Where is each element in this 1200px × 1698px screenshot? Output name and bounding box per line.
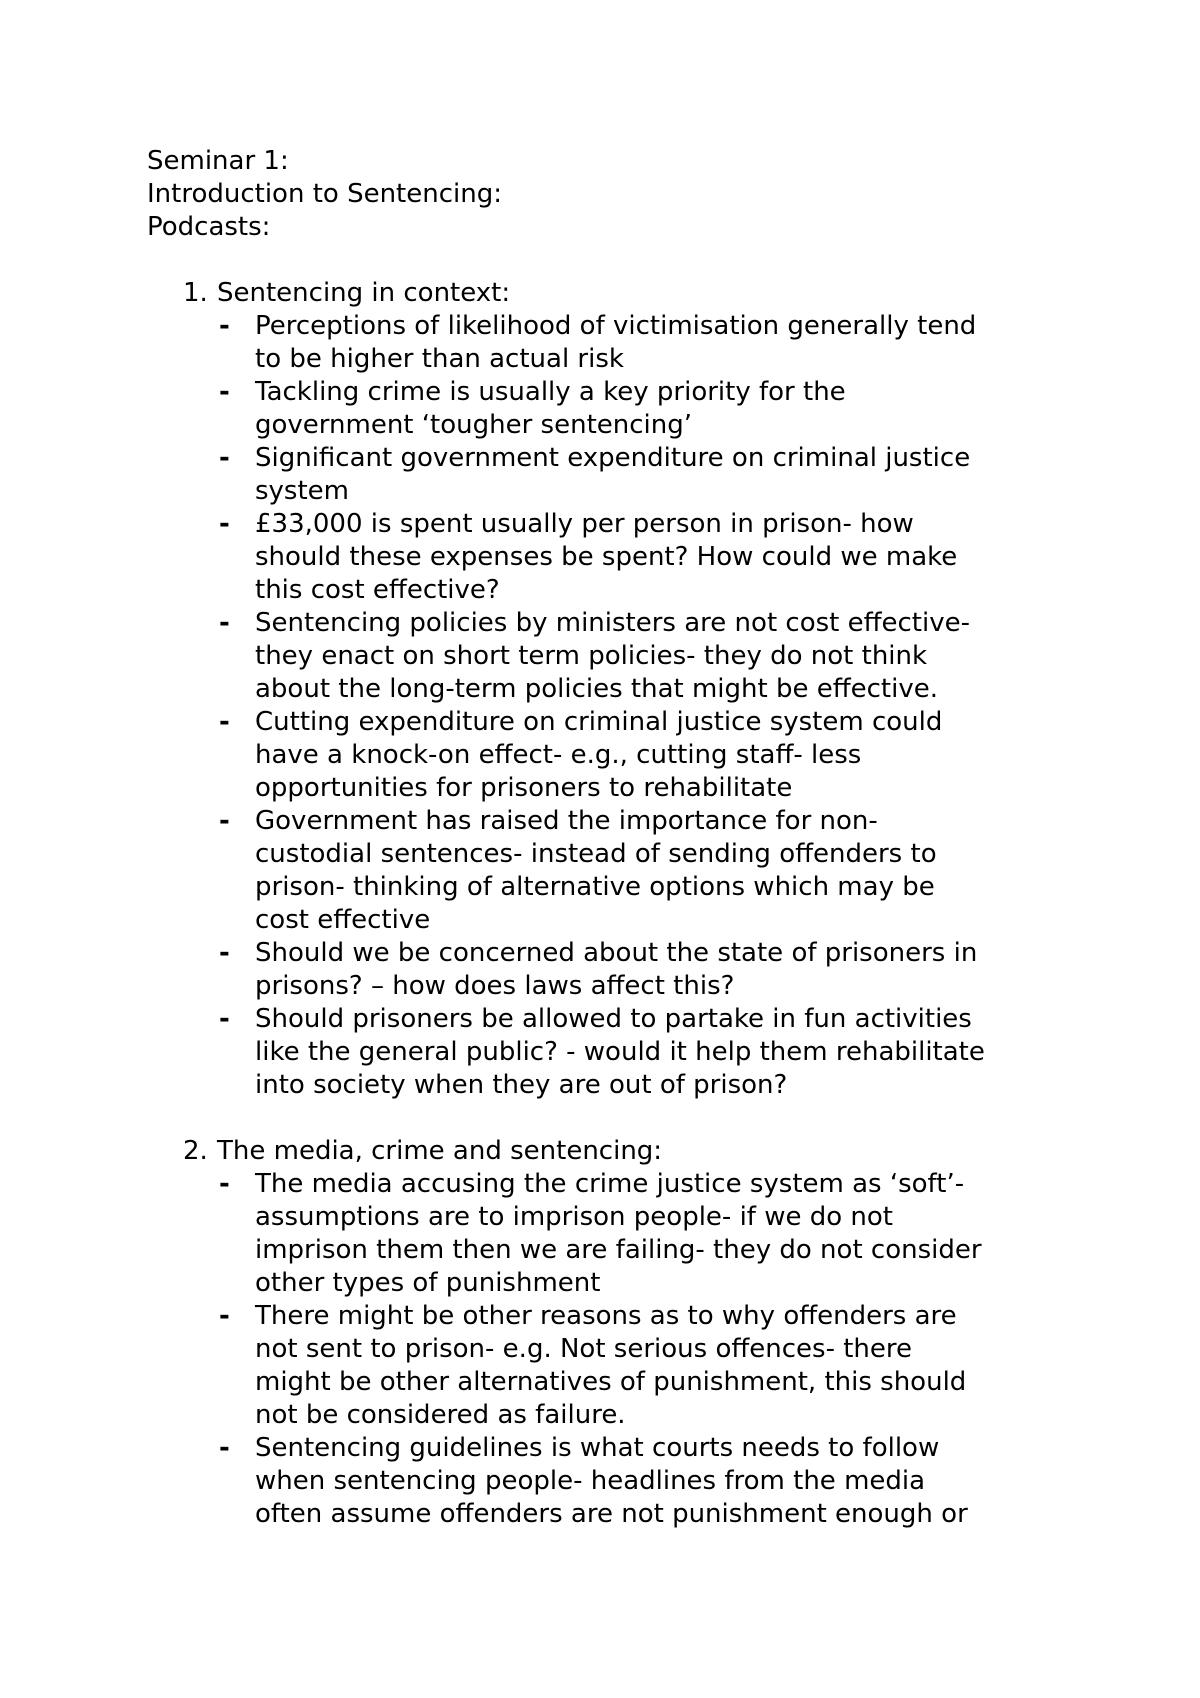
list-item-text: Perceptions of likelihood of victimisation generally tend to be higher than actual risk [255,311,977,374]
section-number: 1. [183,278,208,308]
list-item [147,937,1067,1003]
dash-bullet-icon: - [219,608,230,638]
bullet-list [147,310,1067,1102]
dash-bullet-icon: - [219,311,230,341]
list-item-text: There might be other reasons as to why offenders are not sent to prison- e.g. Not serious offences- there might be other alternatives of punishment, this should not be considered as failure. [255,1301,967,1430]
list-item [147,376,1067,442]
dash-bullet-icon: - [219,509,230,539]
list-item-text: Should we be concerned about the state of prisoners in prisons? – how does laws affect this? [255,938,978,1001]
section-list [147,277,1067,1531]
dash-bullet-icon: - [219,707,230,737]
dash-bullet-icon: - [219,377,230,407]
dash-bullet-icon: - [219,1433,230,1463]
list-item-text: Sentencing guidelines is what courts needs to follow when sentencing people- headlines from the media often assume offenders are not punishment enough or [255,1433,968,1529]
section-number: 2. [183,1136,208,1166]
list-item-text: £33,000 is spent usually per person in prison- how should these expenses be spent? How could we make this cost effective? [255,509,958,605]
list-item [147,1432,1067,1531]
dash-bullet-icon: - [219,443,230,473]
dash-bullet-icon: - [219,938,230,968]
list-item-text: Government has raised the importance for non- custodial sentences- instead of sending offenders to prison- thinking of alternative options which may be cost effective [255,806,937,935]
list-item [147,442,1067,508]
spacer [147,1102,1067,1135]
spacer [147,244,1067,277]
bullet-list [147,1168,1067,1531]
document-section-label: Podcasts: [147,212,271,242]
section-title: Sentencing in context: [217,278,511,308]
dash-bullet-icon: - [219,806,230,836]
section-heading [147,1135,1067,1168]
numbered-section [147,277,1067,1102]
list-item [147,1300,1067,1432]
document-subtitle: Introduction to Sentencing: [147,179,502,209]
list-item-text: The media accusing the crime justice system as ‘soft’- assumptions are to imprison people- if we do not imprison them then we are failing- they do not consider other types of punishment [255,1169,982,1298]
list-item-text: Tackling crime is usually a key priority for the government ‘tougher sentencing’ [255,377,846,440]
list-item [147,1168,1067,1300]
list-item-text: Significant government expenditure on criminal justice system [255,443,971,506]
numbered-section [147,1135,1067,1531]
dash-bullet-icon: - [219,1004,230,1034]
dash-bullet-icon: - [219,1301,230,1331]
dash-bullet-icon: - [219,1169,230,1199]
document-body [147,145,1067,1531]
list-item [147,310,1067,376]
list-item [147,607,1067,706]
section-heading [147,277,1067,310]
list-item [147,706,1067,805]
list-item-text: Sentencing policies by ministers are not cost effective- they enact on short term policies- they do not think about the long-term policies that might be effective. [255,608,970,704]
document-title: Seminar 1: [147,146,289,176]
section-title: The media, crime and sentencing: [217,1136,663,1166]
list-item-text: Cutting expenditure on criminal justice system could have a knock-on effect- e.g., cutting staff- less opportunities for prisoners to rehabilitate [255,707,943,803]
list-item [147,1003,1067,1102]
list-item [147,508,1067,607]
list-item-text: Should prisoners be allowed to partake in fun activities like the general public? - would it help them rehabilitate into society when they are out of prison? [255,1004,985,1100]
list-item [147,805,1067,937]
